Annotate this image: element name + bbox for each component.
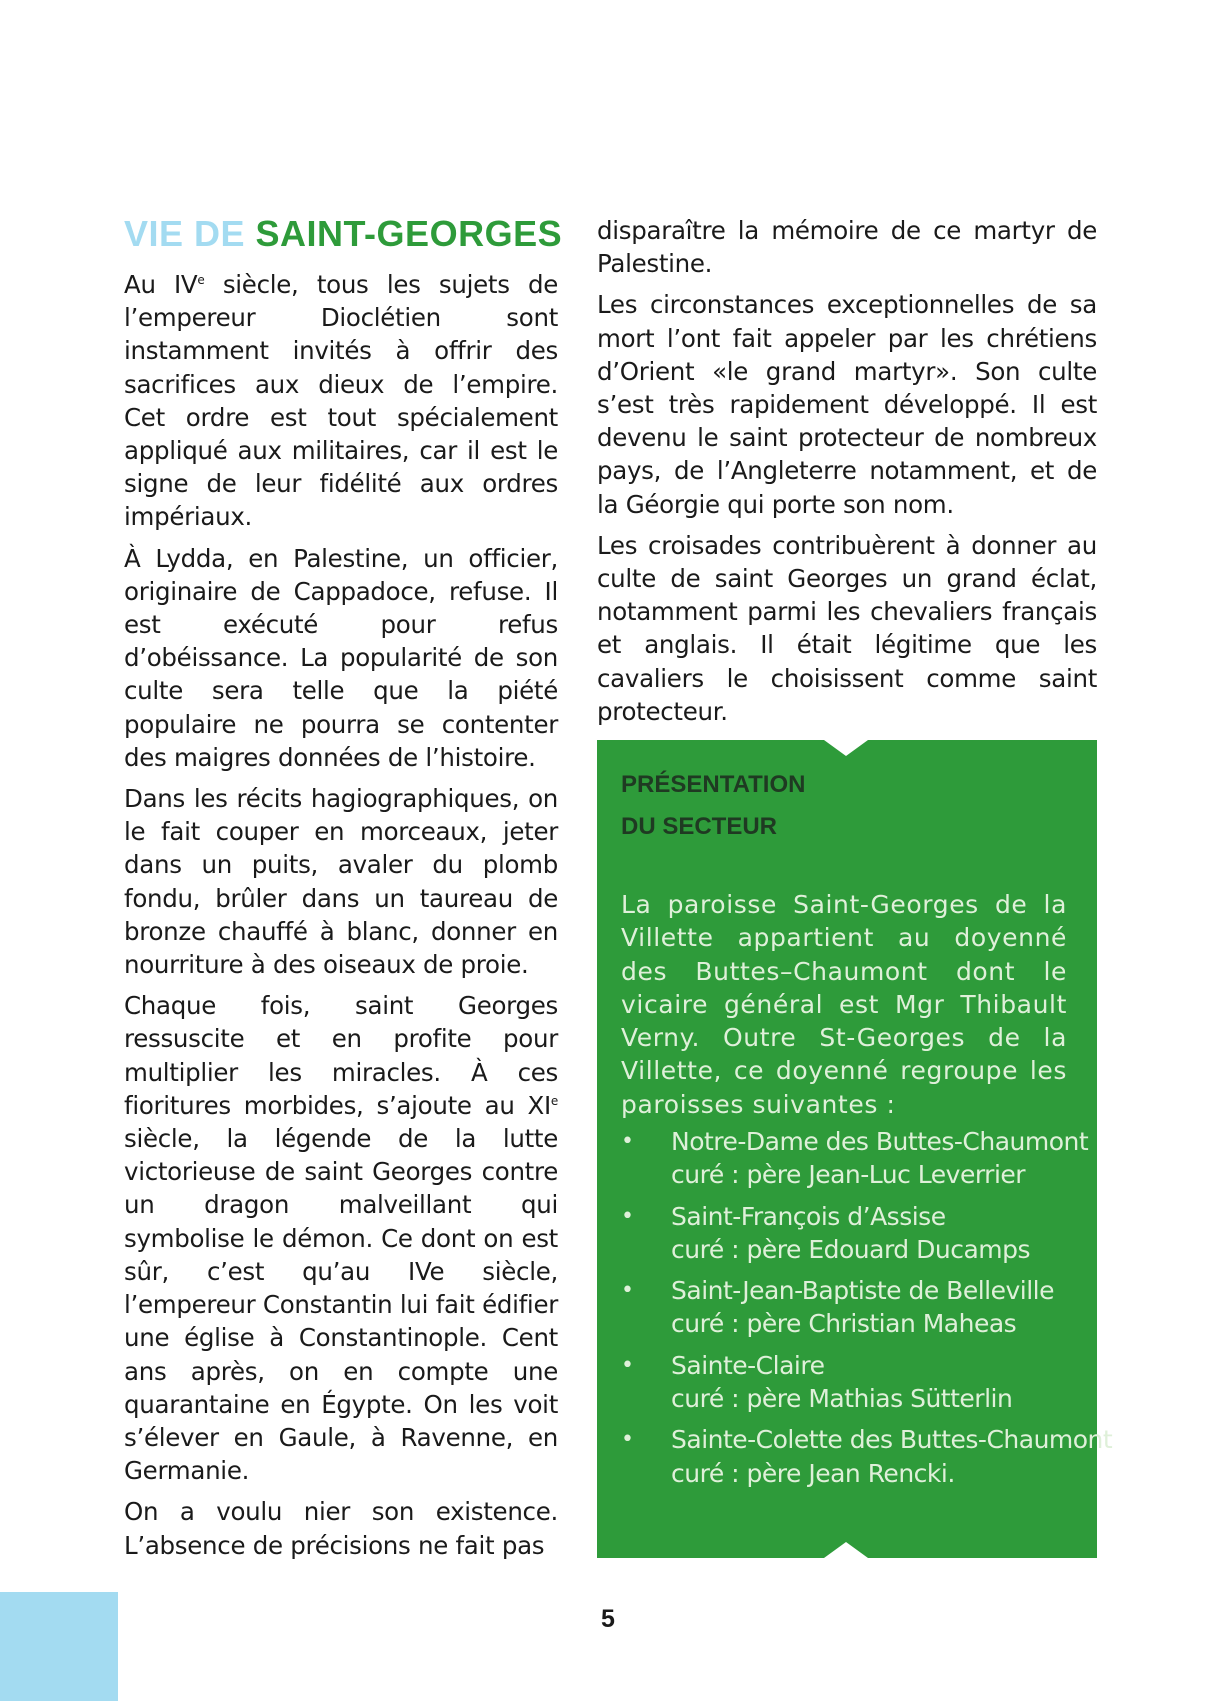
list-item xyxy=(621,1349,1081,1416)
sector-presentation-box xyxy=(597,740,1113,1558)
parish-name: Saint-François d’Assise xyxy=(671,1201,946,1231)
page-number: 5 xyxy=(601,1605,615,1633)
title-part-green: SAINT-GEORGES xyxy=(255,213,563,254)
corner-color-block xyxy=(0,1592,118,1701)
paragraph-2: À Lydda, en Palestine, un officier, originaire de Cappadoce, refuse. Il est exécuté pour refus d’obéissance. La popularité de son culte sera telle que la piété populaire ne pourra se contenter des maigres données de l’histoire. xyxy=(124,543,558,772)
p1-start: Au IV xyxy=(124,270,198,299)
p1-end: siècle, tous les sujets de l’empereur Dioclétien sont instamment invités à offrir des sacrifices aux dieux de l’empire. Cet ordre est tout spécialement appliqué aux militaires, car il est le signe de leur fidélité aux ordres impériaux. xyxy=(124,270,559,532)
p4-superscript: e xyxy=(550,1093,558,1108)
paragraph-5: On a voulu nier son existence. L’absence de précisions ne fait pas xyxy=(124,1497,558,1560)
parish-name: Sainte-Colette des Buttes-Chaumont xyxy=(671,1425,1113,1455)
bullet-icon: • xyxy=(621,1352,634,1378)
parish-name: Notre-Dame des Buttes-Chaumont xyxy=(671,1127,1089,1156)
parish-name: Saint-Jean-Baptiste de Belleville xyxy=(671,1276,1054,1306)
parish-list xyxy=(621,1125,1113,1498)
box-bottom-notch xyxy=(824,1542,868,1558)
box-top-notch xyxy=(824,740,868,756)
list-item xyxy=(621,1274,1081,1341)
sector-box-title xyxy=(621,764,805,848)
parish-cure: curé : père Jean Rencki. xyxy=(671,1458,955,1488)
list-item xyxy=(621,1200,1081,1267)
sector-title-line-2: DU SECTEUR xyxy=(621,813,778,840)
list-item xyxy=(621,1423,1113,1490)
list-item xyxy=(621,1125,1089,1192)
p4-end: siècle, la légende de la lutte victorieuse de saint Georges contre un dragon malveillant qui symbolise le démon. Ce dont on est sûr, c’est qu’au IVe siècle, l’empereur Constantin lui fait édifier une église à Constantinople. Cent ans après, on en compte une quarantaine en Égypte. On les voit s’élever en Gaule, à Ravenne, en Germanie. xyxy=(124,1124,558,1486)
paragraph-4 xyxy=(124,989,558,1487)
title-part-light: VIE DE xyxy=(124,213,256,254)
bullet-icon: • xyxy=(621,1278,634,1304)
parish-name: Sainte-Claire xyxy=(671,1350,825,1380)
left-column xyxy=(124,213,563,1570)
sector-intro: La paroisse Saint-Georges de la Villette appartient au doyenné des Buttes–Chaumont dont le vicaire général est Mgr Thibault Verny. Outre St-Georges de la Villette, ce doyenné regroupe les paroisses suivantes : xyxy=(621,890,1067,1119)
parish-cure: curé : père Jean-Luc Leverrier xyxy=(671,1160,1026,1190)
right-column xyxy=(597,214,1097,736)
bullet-icon: • xyxy=(621,1129,634,1154)
paragraph-1 xyxy=(124,268,558,534)
sector-title-line-1: PRÉSENTATION xyxy=(621,771,806,798)
paragraph-7: Les circonstances exceptionnelles de sa mort l’ont fait appeler par les chrétiens d’Orient «le grand martyr». Son culte s’est très rapidement développé. Il est devenu le saint protecteur de nombreux pays, de l’Angleterre notamment, et de la Géorgie qui porte son nom. xyxy=(597,290,1097,519)
bullet-icon: • xyxy=(621,1203,634,1229)
p1-superscript: e xyxy=(197,272,205,287)
paragraph-3: Dans les récits hagiographiques, on le fait couper en morceaux, jeter dans un puits, avaler du plomb fondu, brûler dans un taureau de bronze chauffé à blanc, donner en nourriture à des oiseaux de proie. xyxy=(124,784,558,980)
parish-cure: curé : père Mathias Sütterlin xyxy=(671,1384,1013,1414)
page-title xyxy=(124,213,563,254)
parish-cure: curé : père Edouard Ducamps xyxy=(671,1234,1031,1264)
p4-start: Chaque fois, saint Georges ressuscite et en profite pour multiplier les miracles. À ces fioritures morbides, s’ajoute au XI xyxy=(124,991,558,1120)
parish-cure: curé : père Christian Maheas xyxy=(671,1309,1017,1339)
paragraph-6: disparaître la mémoire de ce martyr de Palestine. xyxy=(597,216,1097,279)
bullet-icon: • xyxy=(621,1427,634,1453)
paragraph-8: Les croisades contribuèrent à donner au culte de saint Georges un grand éclat, notamment parmi les chevaliers français et anglais. Il était légitime que les cavaliers le choisissent comme saint protecteur. xyxy=(597,530,1097,726)
